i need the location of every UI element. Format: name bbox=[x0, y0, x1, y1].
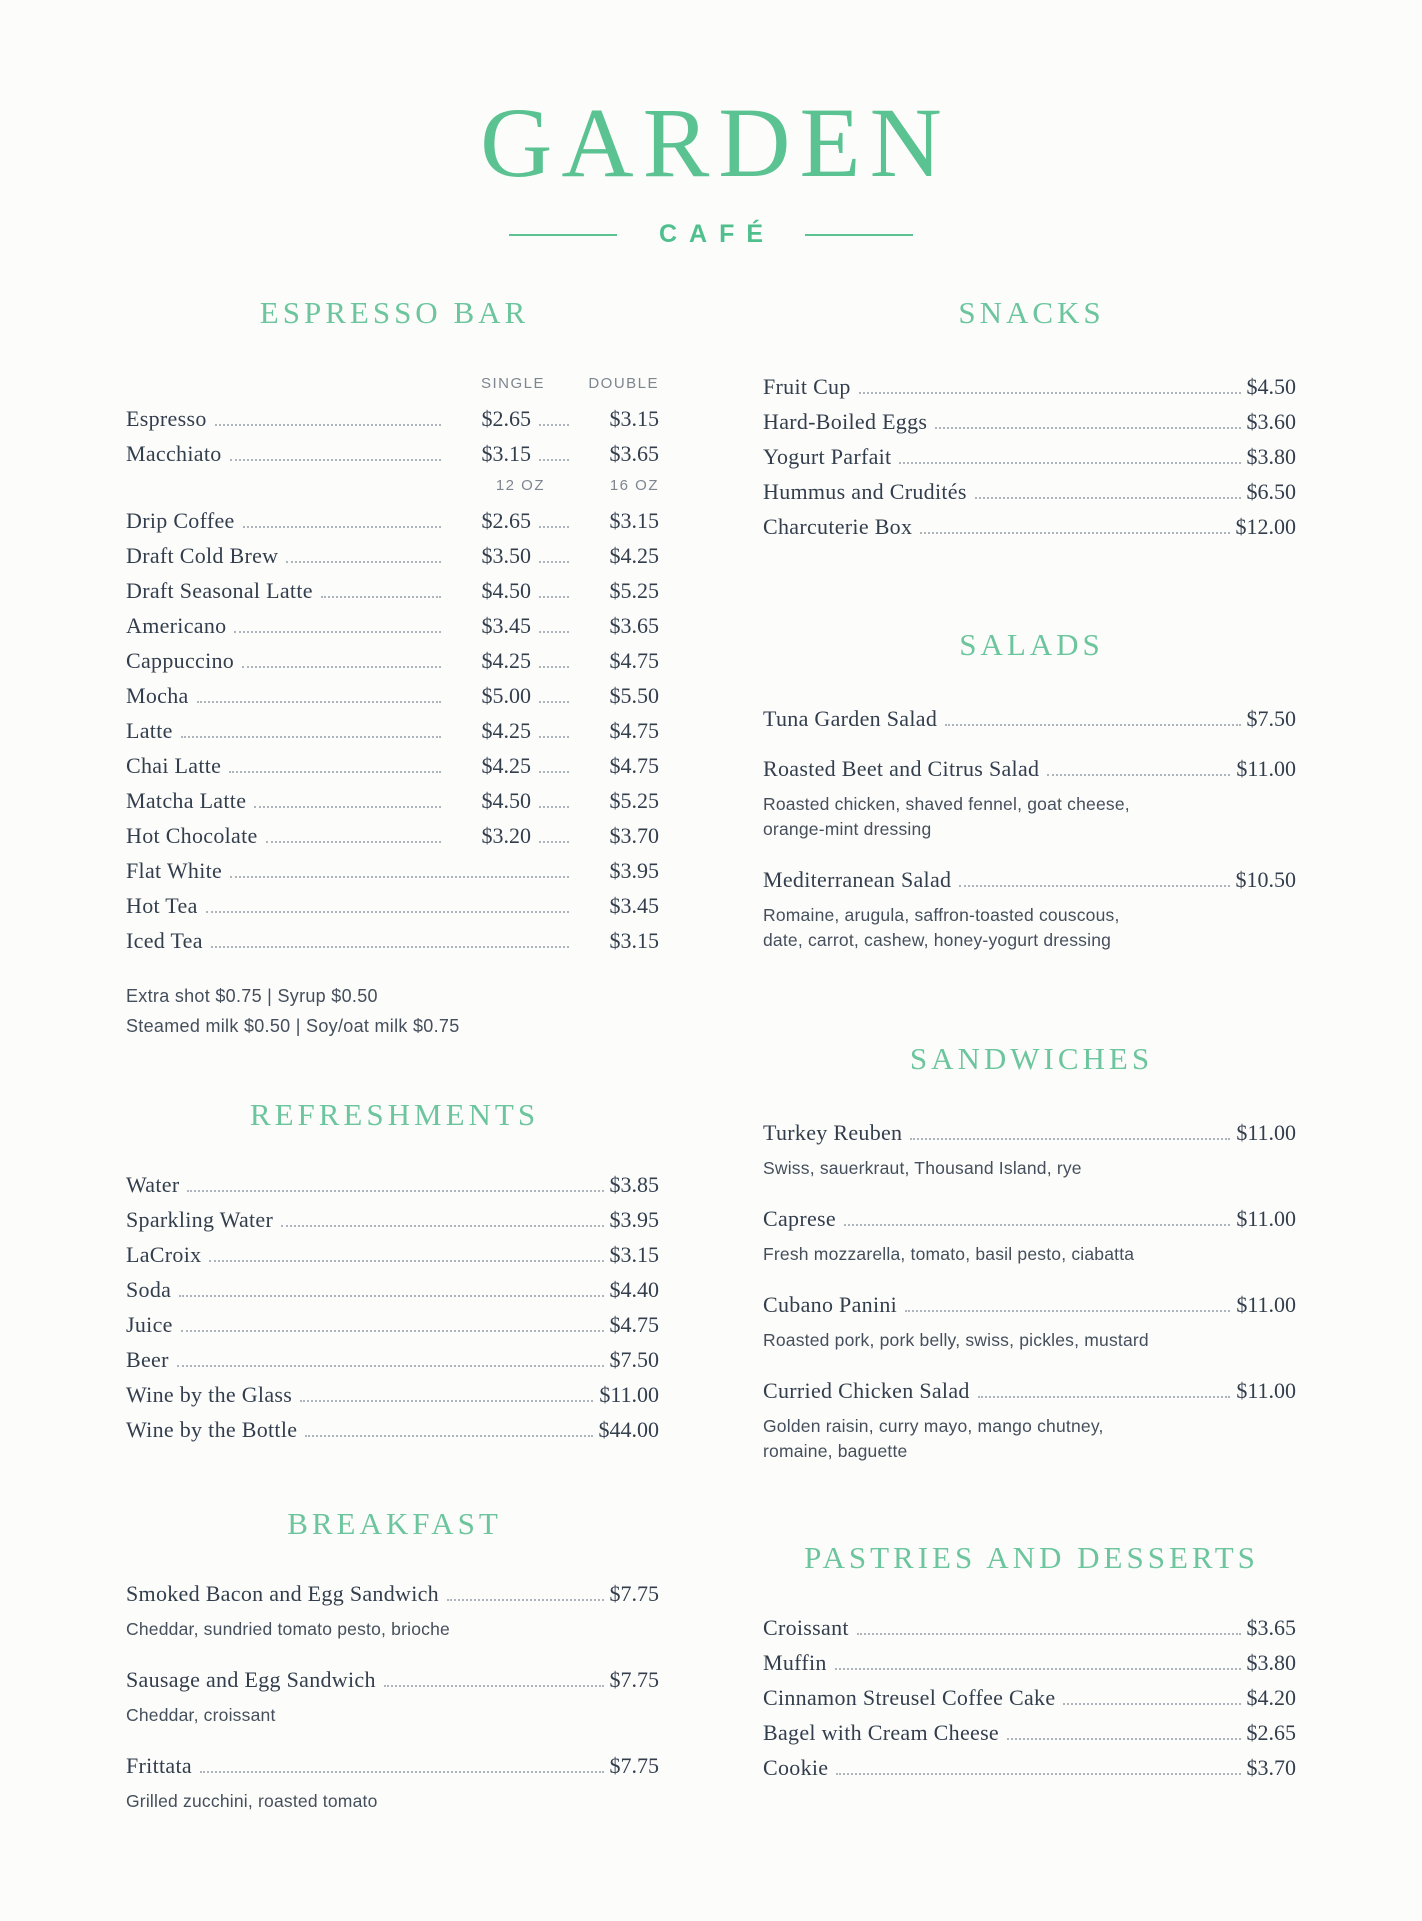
dotted-leader bbox=[1063, 1703, 1240, 1705]
dotted-leader bbox=[978, 1396, 1231, 1398]
item-price-single: $2.65 bbox=[481, 406, 531, 431]
item-price: $3.15 bbox=[609, 1242, 659, 1267]
item-name: Matcha Latte bbox=[126, 788, 247, 813]
menu-item-row bbox=[126, 407, 659, 431]
salads-list bbox=[763, 707, 1296, 953]
section-heading: PASTRIES AND DESSERTS bbox=[804, 1540, 1259, 1575]
item-price-12oz: $4.25 bbox=[481, 718, 531, 743]
menu-item-row bbox=[126, 1668, 659, 1692]
item-price: $3.85 bbox=[609, 1172, 659, 1197]
item-price: $7.75 bbox=[609, 1753, 659, 1778]
item-name: Flat White bbox=[126, 858, 223, 883]
dotted-leader bbox=[899, 462, 1240, 464]
dotted-leader bbox=[254, 806, 441, 808]
item-name: Americano bbox=[126, 613, 227, 638]
dotted-leader bbox=[539, 459, 569, 461]
item-name: Macchiato bbox=[126, 441, 222, 466]
menu-item-block bbox=[126, 1754, 659, 1814]
item-name: Charcuterie Box bbox=[763, 514, 913, 539]
menu-item-block bbox=[763, 1379, 1296, 1464]
section-salads bbox=[763, 627, 1296, 953]
dotted-leader bbox=[539, 424, 569, 426]
dotted-leader bbox=[905, 1310, 1230, 1312]
item-price-16oz: $5.25 bbox=[609, 788, 659, 813]
menu-item-row bbox=[126, 684, 659, 708]
dotted-leader bbox=[181, 1330, 604, 1332]
dotted-leader bbox=[835, 1668, 1241, 1670]
item-description bbox=[763, 1242, 1296, 1267]
dotted-leader bbox=[539, 596, 569, 598]
item-price-16oz: $4.75 bbox=[609, 648, 659, 673]
left-column bbox=[126, 295, 659, 1840]
dotted-leader bbox=[177, 1365, 604, 1367]
section-heading: SANDWICHES bbox=[909, 1041, 1154, 1076]
menu-item-row bbox=[763, 1207, 1296, 1231]
item-description-line: Roasted chicken, shaved fennel, goat cheese, bbox=[763, 794, 1130, 814]
item-name: Caprese bbox=[763, 1206, 836, 1231]
item-price: $4.20 bbox=[1246, 1685, 1296, 1710]
menu-item-row bbox=[763, 375, 1296, 399]
menu-item-block bbox=[126, 1668, 659, 1728]
dotted-leader bbox=[197, 701, 441, 703]
section-refreshments bbox=[126, 1097, 659, 1442]
item-price: $44.00 bbox=[598, 1417, 659, 1442]
menu-item-block bbox=[763, 1121, 1296, 1181]
item-description-line: Golden raisin, curry mayo, mango chutney, bbox=[763, 1416, 1104, 1436]
menu-item-row bbox=[126, 1278, 659, 1302]
menu-item-row bbox=[126, 1243, 659, 1267]
dotted-leader bbox=[181, 736, 441, 738]
section-espresso-bar bbox=[126, 295, 659, 1041]
menu-item-row bbox=[126, 509, 659, 533]
item-name: Curried Chicken Salad bbox=[763, 1378, 970, 1403]
dotted-leader bbox=[266, 841, 441, 843]
menu-item-row bbox=[763, 757, 1296, 781]
item-price: $3.80 bbox=[1246, 444, 1296, 469]
menu-page bbox=[126, 0, 1296, 1840]
item-price: $3.45 bbox=[609, 893, 659, 918]
item-price-double: $3.65 bbox=[609, 441, 659, 466]
column-label-single: SINGLE bbox=[480, 375, 545, 392]
item-price-16oz: $4.75 bbox=[609, 753, 659, 778]
divider-line-left bbox=[509, 234, 617, 236]
item-name: Latte bbox=[126, 718, 173, 743]
item-price: $11.00 bbox=[1236, 1120, 1296, 1145]
menu-columns bbox=[126, 295, 1296, 1840]
dotted-leader bbox=[539, 631, 569, 633]
item-price-12oz: $5.00 bbox=[481, 683, 531, 708]
item-name: Hot Chocolate bbox=[126, 823, 258, 848]
column-label-16oz: 16 OZ bbox=[609, 477, 659, 494]
item-price-16oz: $4.75 bbox=[609, 718, 659, 743]
pastries-list bbox=[763, 1616, 1296, 1780]
item-description bbox=[763, 792, 1296, 842]
menu-item-row bbox=[126, 614, 659, 638]
menu-item-row bbox=[763, 515, 1296, 539]
menu-item-row bbox=[763, 1616, 1296, 1640]
item-name: Roasted Beet and Citrus Salad bbox=[763, 756, 1040, 781]
item-name: Tuna Garden Salad bbox=[763, 706, 938, 731]
item-name: Hard-Boiled Eggs bbox=[763, 409, 928, 434]
menu-item-row bbox=[126, 1208, 659, 1232]
dotted-leader bbox=[187, 1190, 603, 1192]
price-column-labels-sizes bbox=[126, 477, 659, 495]
item-description-line: Cheddar, croissant bbox=[126, 1705, 276, 1725]
item-description-line: romaine, baguette bbox=[763, 1441, 908, 1461]
dotted-leader bbox=[300, 1400, 593, 1402]
menu-item-row bbox=[126, 544, 659, 568]
item-price: $11.00 bbox=[1236, 756, 1296, 781]
item-name: Sausage and Egg Sandwich bbox=[126, 1667, 376, 1692]
menu-item-row bbox=[763, 1379, 1296, 1403]
item-price-16oz: $3.70 bbox=[609, 823, 659, 848]
brand-subtitle-row bbox=[126, 220, 1296, 249]
section-sandwiches bbox=[763, 1041, 1296, 1464]
item-description-line: Roasted pork, pork belly, swiss, pickles, mustard bbox=[763, 1330, 1149, 1350]
menu-item-row bbox=[126, 649, 659, 673]
dotted-leader bbox=[206, 911, 569, 913]
item-name: Drip Coffee bbox=[126, 508, 235, 533]
menu-item-block bbox=[763, 1207, 1296, 1267]
section-heading: SALADS bbox=[959, 627, 1104, 662]
item-description-line: Grilled zucchini, roasted tomato bbox=[126, 1791, 378, 1811]
item-name: Espresso bbox=[126, 406, 207, 431]
menu-item-row bbox=[126, 1754, 659, 1778]
dotted-leader bbox=[281, 1225, 603, 1227]
item-name: Bagel with Cream Cheese bbox=[763, 1720, 999, 1745]
espresso-shot-list bbox=[126, 407, 659, 466]
espresso-single-price-list bbox=[126, 859, 659, 953]
menu-item-block bbox=[763, 707, 1296, 731]
item-price: $11.00 bbox=[1236, 1292, 1296, 1317]
menu-item-row bbox=[126, 789, 659, 813]
dotted-leader bbox=[857, 1633, 1241, 1635]
item-name: Hummus and Crudités bbox=[763, 479, 967, 504]
dotted-leader bbox=[230, 876, 569, 878]
dotted-leader bbox=[384, 1685, 604, 1687]
item-name: Water bbox=[126, 1172, 180, 1197]
dotted-leader bbox=[959, 885, 1229, 887]
dotted-leader bbox=[920, 532, 1229, 534]
item-price-16oz: $3.15 bbox=[609, 508, 659, 533]
item-price: $4.40 bbox=[609, 1277, 659, 1302]
item-price: $10.50 bbox=[1235, 867, 1296, 892]
dotted-leader bbox=[859, 392, 1241, 394]
item-price-16oz: $4.25 bbox=[609, 543, 659, 568]
item-description bbox=[763, 1328, 1296, 1353]
footnote-milk: Steamed milk $0.50 | Soy/oat milk $0.75 bbox=[126, 1016, 460, 1036]
breakfast-list bbox=[126, 1582, 659, 1814]
item-name: Juice bbox=[126, 1312, 173, 1337]
menu-item-row bbox=[126, 824, 659, 848]
item-price: $3.95 bbox=[609, 858, 659, 883]
item-name: Soda bbox=[126, 1277, 172, 1302]
dotted-leader bbox=[305, 1435, 592, 1437]
menu-item-row bbox=[126, 442, 659, 466]
footnote-extras: Extra shot $0.75 | Syrup $0.50 bbox=[126, 986, 378, 1006]
dotted-leader bbox=[945, 724, 1240, 726]
menu-item-row bbox=[763, 1756, 1296, 1780]
item-price: $11.00 bbox=[1236, 1206, 1296, 1231]
menu-item-row bbox=[126, 859, 659, 883]
item-description-line: Romaine, arugula, saffron-toasted couscous, bbox=[763, 905, 1120, 925]
item-price-12oz: $4.50 bbox=[481, 788, 531, 813]
item-name: Cookie bbox=[763, 1755, 829, 1780]
brand-subtitle: CAFÉ bbox=[658, 220, 776, 248]
item-price-12oz: $2.65 bbox=[481, 508, 531, 533]
dotted-leader bbox=[230, 459, 441, 461]
menu-item-row bbox=[763, 1121, 1296, 1145]
divider-line-right bbox=[805, 234, 913, 236]
menu-item-row bbox=[126, 1313, 659, 1337]
item-price: $3.15 bbox=[609, 928, 659, 953]
menu-item-row bbox=[763, 1651, 1296, 1675]
item-name: Muffin bbox=[763, 1650, 827, 1675]
menu-item-row bbox=[126, 1383, 659, 1407]
menu-item-row bbox=[763, 707, 1296, 731]
menu-item-row bbox=[763, 445, 1296, 469]
dotted-leader bbox=[910, 1138, 1230, 1140]
item-description bbox=[126, 1703, 659, 1728]
item-name: Mocha bbox=[126, 683, 189, 708]
dotted-leader bbox=[209, 1260, 603, 1262]
section-pastries bbox=[763, 1540, 1296, 1780]
item-name: Yogurt Parfait bbox=[763, 444, 892, 469]
dotted-leader bbox=[539, 806, 569, 808]
dotted-leader bbox=[935, 427, 1240, 429]
item-name: Turkey Reuben bbox=[763, 1120, 903, 1145]
item-price: $3.65 bbox=[1246, 1615, 1296, 1640]
menu-item-block bbox=[763, 757, 1296, 842]
dotted-leader bbox=[539, 736, 569, 738]
brand-title: GARDEN bbox=[480, 87, 951, 198]
dotted-leader bbox=[200, 1771, 604, 1773]
item-price: $3.95 bbox=[609, 1207, 659, 1232]
item-price: $7.75 bbox=[609, 1581, 659, 1606]
item-price: $7.50 bbox=[1246, 706, 1296, 731]
dotted-leader bbox=[211, 946, 569, 948]
menu-item-row bbox=[126, 754, 659, 778]
item-description-line: Cheddar, sundried tomato pesto, brioche bbox=[126, 1619, 450, 1639]
espresso-footnotes bbox=[126, 981, 659, 1041]
item-price-12oz: $3.20 bbox=[481, 823, 531, 848]
item-name: Hot Tea bbox=[126, 893, 198, 918]
dotted-leader bbox=[1047, 774, 1230, 776]
item-name: Smoked Bacon and Egg Sandwich bbox=[126, 1581, 439, 1606]
menu-item-block bbox=[763, 1293, 1296, 1353]
section-heading: SNACKS bbox=[958, 295, 1105, 330]
menu-item-row bbox=[126, 1582, 659, 1606]
item-description bbox=[763, 903, 1296, 953]
item-price: $4.50 bbox=[1246, 374, 1296, 399]
item-description bbox=[763, 1414, 1296, 1464]
item-name: Cinnamon Streusel Coffee Cake bbox=[763, 1685, 1056, 1710]
dotted-leader bbox=[844, 1224, 1230, 1226]
dotted-leader bbox=[539, 561, 569, 563]
section-heading: ESPRESSO BAR bbox=[259, 295, 530, 330]
item-price-16oz: $5.50 bbox=[609, 683, 659, 708]
snacks-list bbox=[763, 375, 1296, 539]
item-price-16oz: $3.65 bbox=[609, 613, 659, 638]
section-snacks bbox=[763, 295, 1296, 539]
dotted-leader bbox=[836, 1773, 1240, 1775]
item-price-12oz: $4.25 bbox=[481, 648, 531, 673]
dotted-leader bbox=[234, 631, 441, 633]
item-price-single: $3.15 bbox=[481, 441, 531, 466]
dotted-leader bbox=[447, 1599, 604, 1601]
item-price-12oz: $3.50 bbox=[481, 543, 531, 568]
espresso-size-list bbox=[126, 509, 659, 848]
section-heading: REFRESHMENTS bbox=[249, 1097, 540, 1132]
brand-header bbox=[126, 87, 1296, 249]
item-name: Iced Tea bbox=[126, 928, 203, 953]
item-price-double: $3.15 bbox=[609, 406, 659, 431]
item-name: Draft Cold Brew bbox=[126, 543, 279, 568]
item-description bbox=[126, 1789, 659, 1814]
item-price: $4.75 bbox=[609, 1312, 659, 1337]
right-column bbox=[763, 295, 1296, 1840]
item-description-line: Fresh mozzarella, tomato, basil pesto, ciabatta bbox=[763, 1244, 1135, 1264]
dotted-leader bbox=[539, 841, 569, 843]
item-price-12oz: $3.45 bbox=[481, 613, 531, 638]
dotted-leader bbox=[242, 666, 441, 668]
item-price: $7.75 bbox=[609, 1667, 659, 1692]
item-price: $3.60 bbox=[1246, 409, 1296, 434]
menu-item-row bbox=[126, 1348, 659, 1372]
menu-item-row bbox=[763, 1721, 1296, 1745]
dotted-leader bbox=[539, 526, 569, 528]
dotted-leader bbox=[229, 771, 441, 773]
menu-item-row bbox=[126, 1418, 659, 1442]
item-description-line: date, carrot, cashew, honey-yogurt dressing bbox=[763, 930, 1112, 950]
menu-item-row bbox=[763, 410, 1296, 434]
item-price: $3.80 bbox=[1246, 1650, 1296, 1675]
item-description-line: orange-mint dressing bbox=[763, 819, 932, 839]
item-name: Cappuccino bbox=[126, 648, 235, 673]
column-label-12oz: 12 OZ bbox=[495, 477, 545, 494]
item-name: Croissant bbox=[763, 1615, 849, 1640]
item-price: $3.70 bbox=[1246, 1755, 1296, 1780]
item-name: Cubano Panini bbox=[763, 1292, 898, 1317]
refreshments-list bbox=[126, 1173, 659, 1442]
column-label-double: DOUBLE bbox=[588, 375, 659, 392]
menu-item-row bbox=[763, 1293, 1296, 1317]
dotted-leader bbox=[179, 1295, 603, 1297]
dotted-leader bbox=[321, 596, 441, 598]
item-name: Chai Latte bbox=[126, 753, 222, 778]
item-price: $2.65 bbox=[1246, 1720, 1296, 1745]
item-name: Wine by the Glass bbox=[126, 1382, 293, 1407]
section-breakfast bbox=[126, 1506, 659, 1814]
item-name: Wine by the Bottle bbox=[126, 1417, 298, 1442]
dotted-leader bbox=[539, 666, 569, 668]
item-name: Frittata bbox=[126, 1753, 192, 1778]
menu-item-row bbox=[763, 868, 1296, 892]
menu-item-row bbox=[763, 1686, 1296, 1710]
item-price-16oz: $5.25 bbox=[609, 578, 659, 603]
menu-item-row bbox=[126, 579, 659, 603]
item-price: $12.00 bbox=[1235, 514, 1296, 539]
dotted-leader bbox=[975, 497, 1241, 499]
item-name: Sparkling Water bbox=[126, 1207, 274, 1232]
menu-item-row bbox=[763, 480, 1296, 504]
dotted-leader bbox=[243, 526, 441, 528]
menu-item-block bbox=[126, 1582, 659, 1642]
dotted-leader bbox=[1007, 1738, 1241, 1740]
menu-item-row bbox=[126, 929, 659, 953]
item-description bbox=[763, 1156, 1296, 1181]
menu-item-row bbox=[126, 1173, 659, 1197]
item-name: Draft Seasonal Latte bbox=[126, 578, 313, 603]
menu-item-row bbox=[126, 719, 659, 743]
item-name: Beer bbox=[126, 1347, 169, 1372]
dotted-leader bbox=[539, 701, 569, 703]
item-price-12oz: $4.25 bbox=[481, 753, 531, 778]
price-column-labels-shots bbox=[126, 375, 659, 393]
item-price: $11.00 bbox=[1236, 1378, 1296, 1403]
item-price: $11.00 bbox=[599, 1382, 659, 1407]
item-description bbox=[126, 1617, 659, 1642]
item-price: $6.50 bbox=[1246, 479, 1296, 504]
dotted-leader bbox=[286, 561, 441, 563]
dotted-leader bbox=[215, 424, 441, 426]
item-name: Fruit Cup bbox=[763, 374, 851, 399]
item-price-12oz: $4.50 bbox=[481, 578, 531, 603]
section-heading: BREAKFAST bbox=[287, 1506, 502, 1541]
item-description-line: Swiss, sauerkraut, Thousand Island, rye bbox=[763, 1158, 1082, 1178]
item-name: Mediterranean Salad bbox=[763, 867, 952, 892]
sandwiches-list bbox=[763, 1121, 1296, 1464]
menu-item-row bbox=[126, 894, 659, 918]
dotted-leader bbox=[539, 771, 569, 773]
menu-item-block bbox=[763, 868, 1296, 953]
item-name: LaCroix bbox=[126, 1242, 202, 1267]
item-price: $7.50 bbox=[609, 1347, 659, 1372]
